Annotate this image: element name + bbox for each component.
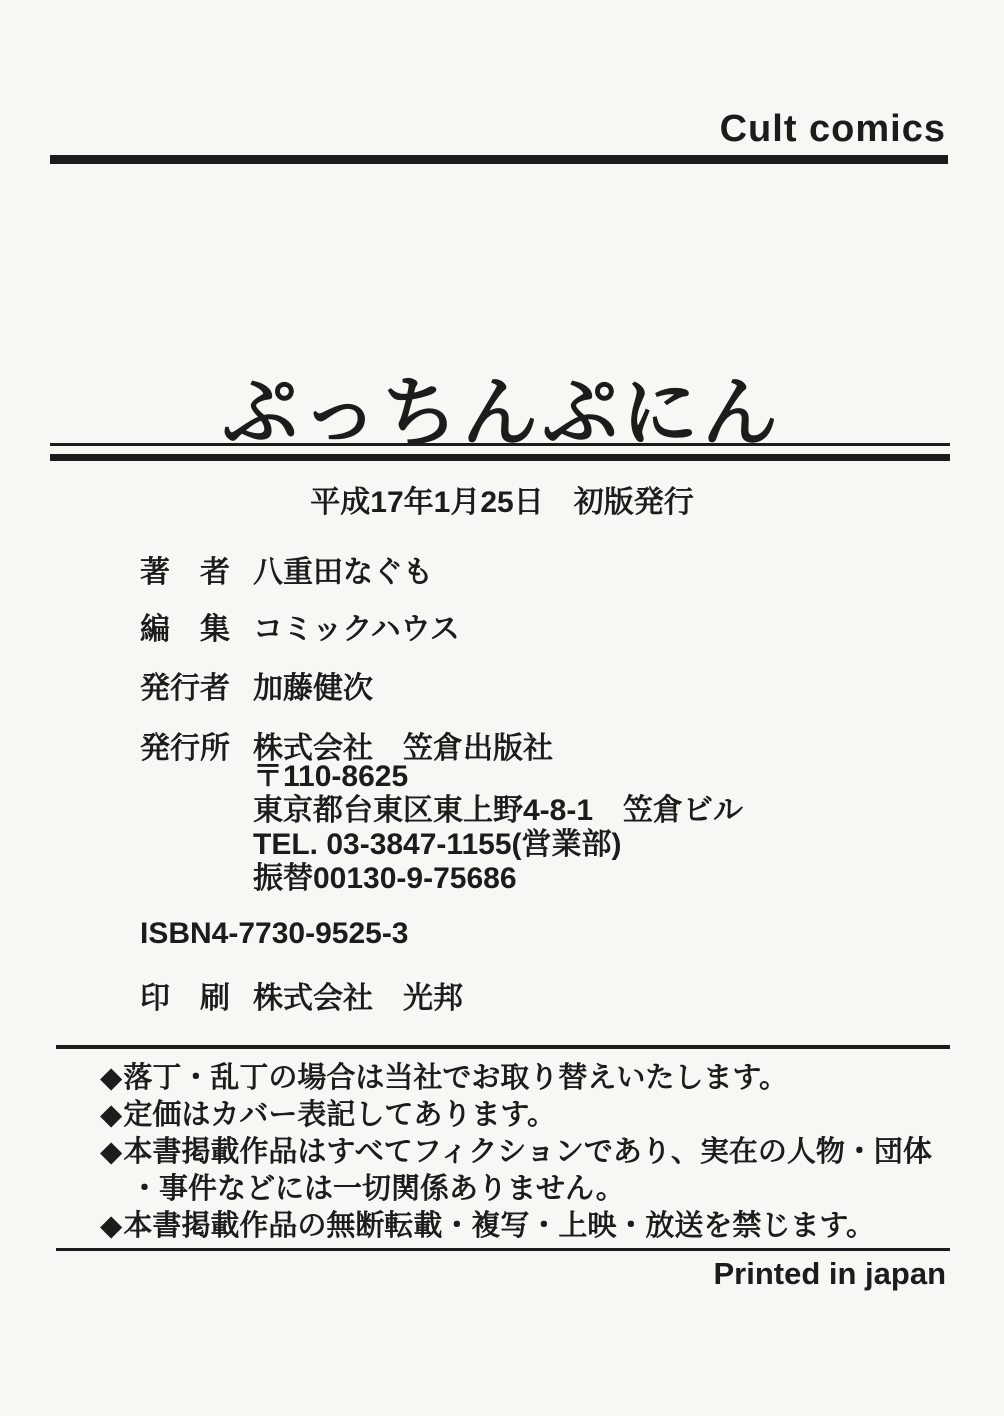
edition-date-line: 平成17年1月25日 初版発行 [310,486,694,519]
author-value: 八重田なぐも [253,556,433,589]
printer-value: 株式会社 光邦 [253,982,463,1015]
telephone: TEL. 03-3847-1155(営業部) [253,828,622,861]
notice-copyright [100,1208,932,1245]
street-address: 東京都台東区東上野4-8-1 笠倉ビル [253,794,744,827]
printed-in-label: Printed in japan [713,1256,946,1291]
notice-text: 定価はカバー表記してあります。 [123,1099,556,1131]
publisher-label: 発行所 [140,732,230,765]
diamond-bullet-icon: ◆ [100,1062,123,1094]
notices-top-rule [56,1045,950,1049]
editor-label: 編 集 [140,613,230,646]
postal-transfer-account: 振替00130-9-75686 [253,862,517,895]
postal-code: 〒110-8625 [253,760,409,793]
notice-fiction [100,1134,932,1171]
editor-row [140,604,460,648]
diamond-bullet-icon: ◆ [100,1210,123,1242]
notice-text: 落丁・乱丁の場合は当社でお取り替えいたします。 [123,1062,788,1094]
book-title: ぷっちんぷにん [222,371,782,456]
diamond-bullet-icon: ◆ [100,1099,123,1131]
notice-text: 本書掲載作品はすべてフィクションであり、実在の人物・団体 [123,1136,932,1168]
printer-label: 印 刷 [140,982,230,1015]
notice-price [100,1097,932,1134]
publisher-person-value: 加藤健次 [253,672,373,705]
brand-logo-text: Cult comics [719,108,946,150]
printer-row [140,973,463,1017]
notices-section [100,1060,932,1245]
publisher-value: 株式会社 笠倉出版社 [253,732,553,765]
publisher-address-block [253,760,743,896]
notice-returns [100,1060,932,1097]
notice-text: ・事件などには一切関係ありません。 [130,1173,625,1205]
notice-text: 本書掲載作品の無断転載・複写・上映・放送を禁じます。 [123,1210,875,1242]
notice-fiction-continued [100,1171,932,1208]
publisher-person-row [140,663,373,707]
header-rule [50,155,948,164]
diamond-bullet-icon: ◆ [100,1136,123,1168]
notices-bottom-rule [56,1248,950,1251]
author-label: 著 者 [140,556,230,589]
title-double-rule [50,443,950,461]
isbn: ISBN4-7730-9525-3 [140,917,409,950]
publisher-person-label: 発行者 [140,672,230,705]
author-row [140,547,433,591]
editor-value: コミックハウス [253,613,460,646]
